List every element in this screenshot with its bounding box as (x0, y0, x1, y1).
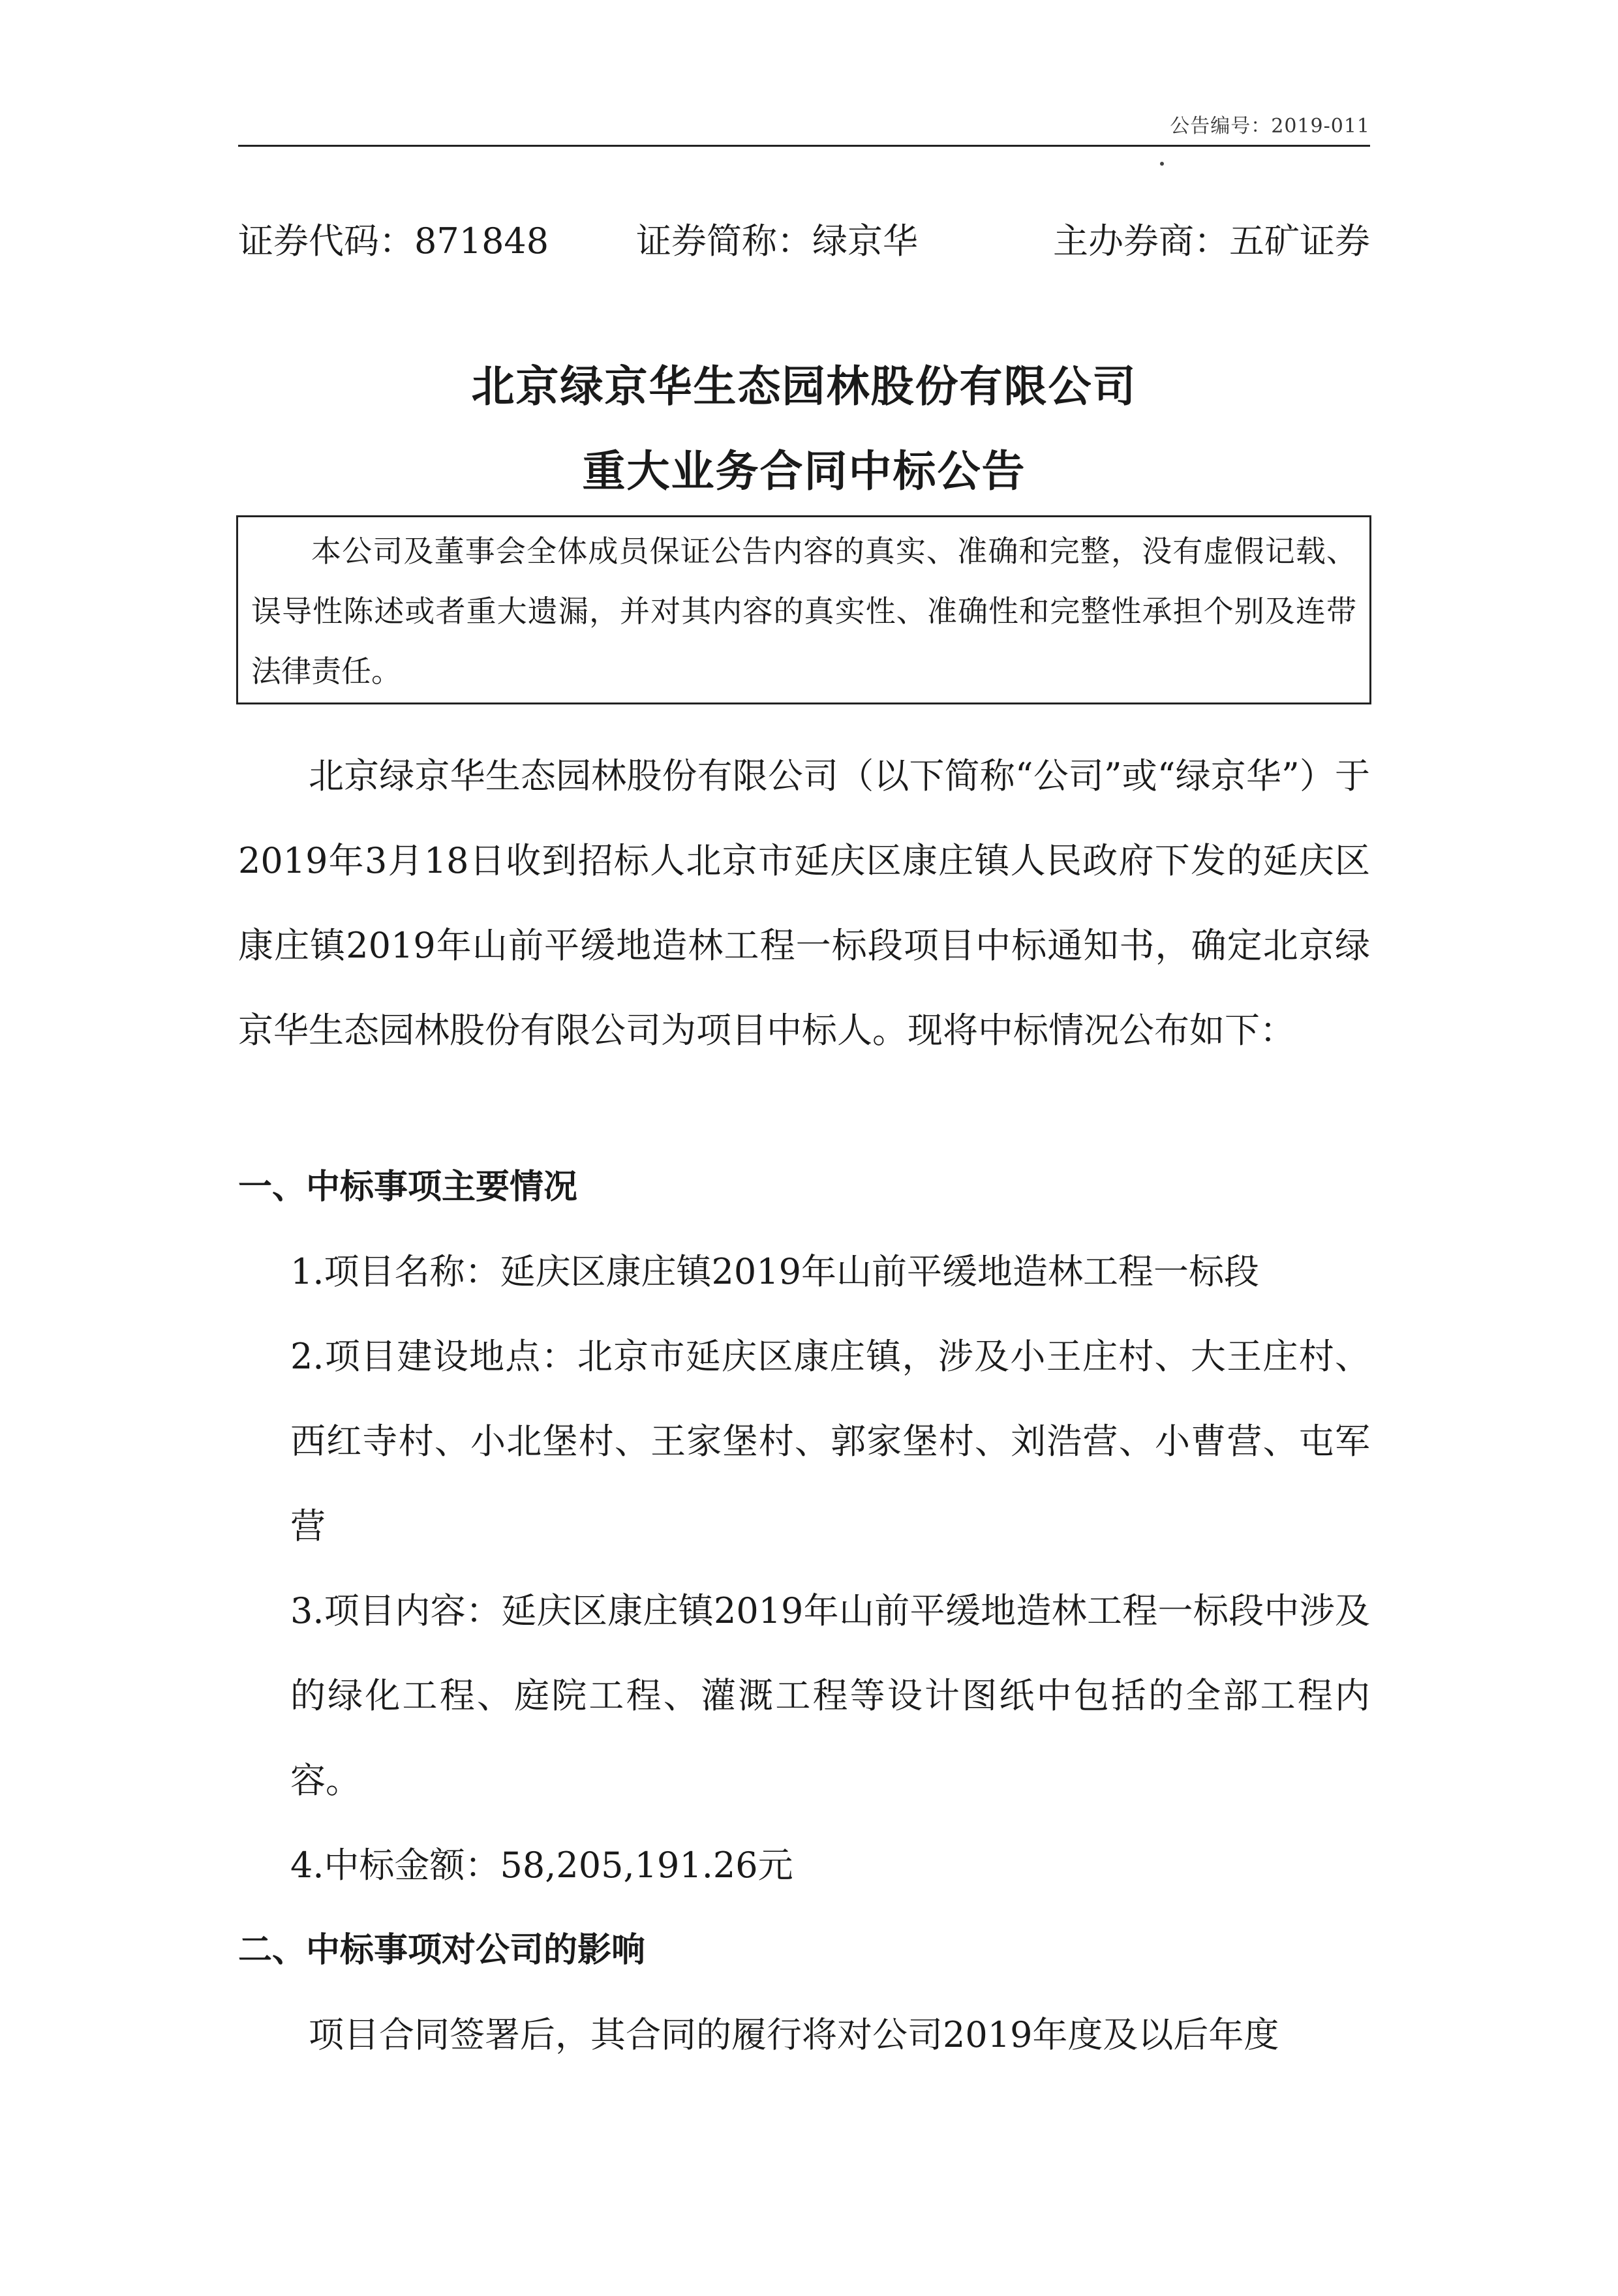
list-item-bid-amount: 4.中标金额：58,205,191.26元 (290, 1845, 793, 1886)
list-item-project-name: 1.项目名称：延庆区康庄镇2019年山前平缓地造林工程一标段 (290, 1251, 1259, 1292)
announcement-number: 公告编号：2019-011 (1170, 115, 1370, 138)
list-item-project-content: 3.项目内容：延庆区康庄镇2019年山前平缓地造林工程一标段中涉及的绿化工程、庭院工程、灌溉工程等设计图纸中包括的全部工程内容。 (290, 1590, 1370, 1801)
list-item-project-location: 2.项目建设地点：北京市延庆区康庄镇，涉及小王庄村、大王庄村、西红寺村、小北堡村、王家堡村、郭家堡村、刘浩营、小曹营、屯军营 (290, 1336, 1370, 1547)
sponsor-broker: 主办券商：五矿证券 (1053, 220, 1370, 262)
section1-heading: 一、中标事项主要情况 (238, 1168, 578, 1207)
scan-speck (1160, 162, 1164, 166)
company-title: 北京绿京华生态园林股份有限公司 (471, 361, 1137, 412)
announcement-title: 重大业务合同中标公告 (582, 446, 1026, 496)
securities-abbreviation: 证券简称：绿京华 (636, 220, 918, 262)
disclaimer-box: 本公司及董事会全体成员保证公告内容的真实、准确和完整，没有虚假记载、误导性陈述或者重大遗漏，并对其内容的真实性、准确性和完整性承担个别及连带法律责任。 (236, 515, 1371, 704)
securities-info-row (238, 215, 1370, 267)
intro-paragraph: 北京绿京华生态园林股份有限公司（以下简称“公司”或“绿京华”）于2019年3月18日收到招标人北京市延庆区康庄镇人民政府下发的延庆区康庄镇2019年山前平缓地造林工程一标段项目中标通知书，确定北京绿京华生态园林股份有限公司为项目中标人。现将中标情况公布如下： (238, 755, 1370, 1051)
securities-code: 证券代码：871848 (238, 220, 549, 262)
header-divider (238, 145, 1370, 147)
section2-paragraph: 项目合同签署后，其合同的履行将对公司2019年度及以后年度 (309, 2014, 1279, 2055)
section2-heading: 二、中标事项对公司的影响 (238, 1931, 646, 1970)
